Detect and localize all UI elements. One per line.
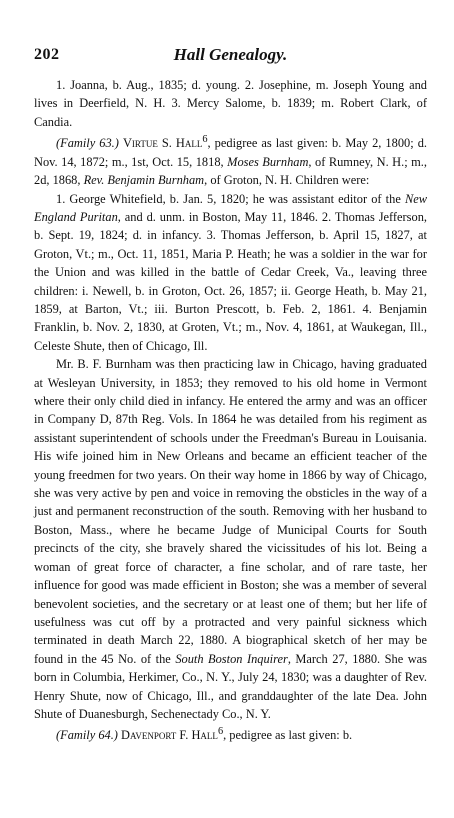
paragraph-children-list: 1. Joanna, b. Aug., 1835; d. young. 2. Josephine, m. Joseph Young and lives in Deerfield, N. H. 3. Mercy Salome, b. 1839; m. Robert Clark, of Candia.: [34, 78, 427, 129]
generation-number: 6: [202, 134, 208, 146]
paragraph-family-64: [34, 723, 427, 745]
paragraph-text: , pedigree as last given: b. May 2, 1800; d. Nov. 14, 1872; m., 1st, Oct. 15, 1818,: [34, 136, 427, 169]
running-title: Hall Genealogy.: [173, 45, 288, 64]
generation-number: 6: [217, 726, 224, 738]
spouse-name: Rev. Benjamin Burnham: [83, 173, 205, 188]
paragraph-family-63: [34, 131, 427, 189]
person-name: Davenport F. Hall: [121, 728, 218, 743]
paragraph-text: , of Groton, N. H. Children were:: [204, 173, 370, 188]
paragraph-text: , March 27, 1880. She was born in Columbia, Herkimer, Co., N. Y., July 24, 1830; was a daughter of Rev. Henry Shute, now of Chicago, Ill., and granddaughter of the late Dea. John Shute of Duanesburgh, Sechenectady Co., N. Y.: [34, 651, 427, 721]
family-label: (Family 64.): [56, 728, 118, 743]
paragraph-biography: [34, 355, 427, 723]
publication-title: New England Puritan: [34, 191, 427, 224]
paragraph-text: , pedigree as last given: b.: [223, 728, 353, 743]
page-body: [34, 76, 427, 745]
page-header: [34, 46, 427, 70]
page-number: 202: [34, 46, 60, 63]
paragraph-text: Mr. B. F. Burnham was then practicing law in Chicago, having graduated at Wesleyan University, in 1853; they removed to his old home in Vermont where their only child died in infancy. He entered the army and was an officer in Company D, 87th Reg. Vols. In 1864 he was detailed from his regiment as assistant superintendent of schools under the Freedman's Bureau in Louisania. His wife joined him in New Orleans and became an efficient teacher of the young freedmen for two years. On their way home in 1866 by way of Chicago, she was very active by pen and voice in removing the obsticles in the way of a just and permanent reconstruction of the south. Removing with her husband to Boston, Mass., where he became Judge of Municipal Courts for South precincts of the city, she bravely shared the vicissitudes of his lot. Being a woman of great force of character, a fine scholar, and of rare taste, her influence for good was made efficient in Boston; she was a member of several benevolent societies, and the secretary or at least one of them; but her life of usefulness was cut off by a protracted and very painful sickness which terminated in death March 22, 1880. A biographical sketch of her may be found in the 45 No. of the: [34, 357, 427, 666]
paragraph-text: , and d. unm. in Boston, May 11, 1846. 2. Thomas Jefferson, b. Sept. 19, 1824; d. in infancy. 3. Thomas Jefferson, b. April 15, 1827, at Groton, Vt.; m., Oct. 11, 1851, Maria P. Heath; he was a soldier in the war for the Union and was killed in the battle of Cedar Creek, Va., leaving three children: i. Newell, b. in Groton, Oct. 26, 1857; ii. George Heath, b. May 21, 1859, at Barton, Vt.; iii. Burton Prescott, b. Feb. 2, 1861. 4. Benjamin Franklin, b. Nov. 2, 1830, at Groten, Vt.; m., Nov. 4, 1861, at Waukegan, Ill., Celeste Shute, then of Chicago, Ill.: [34, 209, 427, 353]
paragraph-children-details: [34, 190, 427, 356]
publication-title: South Boston Inquirer: [175, 651, 288, 666]
paragraph-text: 1. George Whitefield, b. Jan. 5, 1820; he was assistant editor of the: [56, 191, 405, 206]
family-label: (Family 63.): [56, 136, 119, 151]
spouse-name: Moses Burnham: [227, 154, 309, 169]
paragraph-text: , of Rumney, N. H.; m., 2d, 1868,: [34, 154, 428, 188]
person-name: Virtue S. Hall: [122, 136, 203, 151]
